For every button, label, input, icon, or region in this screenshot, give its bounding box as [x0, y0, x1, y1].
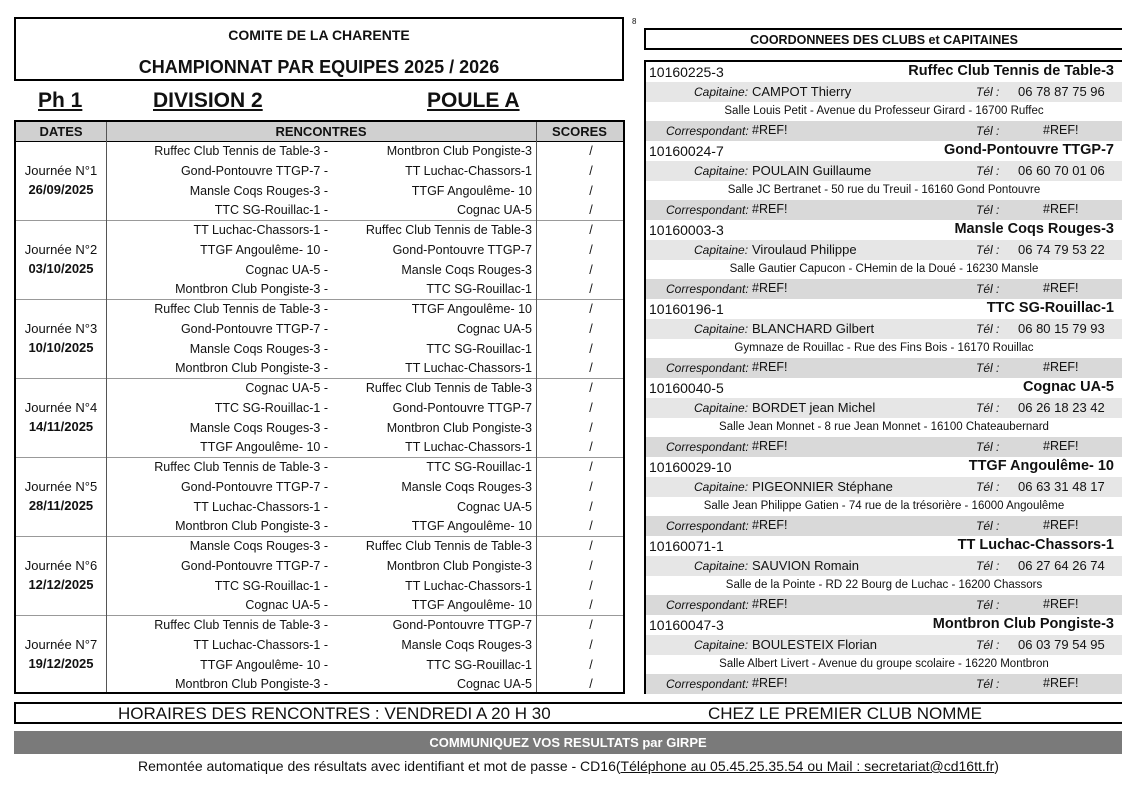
match-home-team: TTGF Angoulême- 10 -: [200, 657, 328, 672]
match-score[interactable]: /: [589, 223, 593, 237]
correspondent-label: Correspondant:: [666, 124, 749, 138]
club-name: TT Luchac-Chassors-1: [957, 537, 1114, 553]
club-number: 10160024-7: [649, 143, 724, 159]
captain-label: Capitaine:: [694, 638, 749, 652]
captain-phone: 06 78 87 75 96: [1018, 84, 1105, 99]
captain-label: Capitaine:: [694, 401, 749, 415]
match-score[interactable]: /: [589, 578, 593, 593]
match-away-team: Mansle Coqs Rouges-3: [401, 637, 532, 652]
phase-label: Ph 1: [38, 89, 83, 112]
venue-address: Salle Gautier Capucon - CHemin de la Doué - 16230 Mansle: [646, 260, 1122, 279]
match-time: HORAIRES DES RENCONTRES : VENDREDI A 20 H 30: [118, 704, 551, 723]
tel-label: Tél :: [976, 440, 1000, 454]
correspondent-phone: #REF!: [1043, 439, 1079, 453]
captain-phone: 06 26 18 23 42: [1018, 400, 1105, 415]
correspondent-phone: #REF!: [1043, 518, 1079, 532]
schedule-table: [14, 120, 625, 694]
match-row: [106, 358, 623, 378]
captain-label: Capitaine:: [694, 559, 749, 573]
results-note: [0, 758, 1137, 774]
correspondent-label: Correspondant:: [666, 598, 749, 612]
match-away-team: TT Luchac-Chassors-1: [405, 163, 532, 178]
captain-phone: 06 63 31 48 17: [1018, 479, 1105, 494]
col-divider: [536, 122, 537, 692]
club-name: TTGF Angoulême- 10: [968, 458, 1114, 474]
results-banner: COMMUNIQUEZ VOS RESULTATS par GIRPE: [14, 731, 1122, 754]
matchday-date: 28/11/2025: [28, 498, 94, 513]
match-row: [106, 141, 623, 161]
match-home-team: Mansle Coqs Rouges-3 -: [189, 420, 328, 435]
correspondent-name: #REF!: [752, 597, 788, 611]
match-home-team: Cognac UA-5 -: [245, 381, 328, 395]
match-score[interactable]: /: [589, 302, 593, 316]
tel-label: Tél :: [976, 282, 1000, 296]
match-score[interactable]: /: [589, 203, 593, 218]
club-card: [646, 457, 1122, 536]
matchday-label: Journée N°2: [24, 242, 98, 257]
club-card: [646, 62, 1122, 141]
venue-address: Gymnaze de Rouillac - Rue des Fins Bois - 16170 Rouillac: [646, 339, 1122, 358]
club-number: 10160225-3: [649, 64, 724, 80]
venue-address: Salle Louis Petit - Avenue du Professeur Girard - 16700 Ruffec: [646, 102, 1122, 121]
club-name: Cognac UA-5: [1022, 379, 1114, 395]
match-row: [106, 319, 623, 339]
match-home-team: Ruffec Club Tennis de Table-3 -: [154, 618, 328, 632]
correspondent-label: Correspondant:: [666, 440, 749, 454]
correspondent-row: [646, 595, 1122, 616]
match-home-team: Ruffec Club Tennis de Table-3 -: [154, 460, 328, 474]
match-row: [106, 418, 623, 438]
match-row: [106, 536, 623, 556]
matchday-label: Journée N°3: [24, 321, 98, 336]
match-score[interactable]: /: [589, 598, 593, 613]
correspondent-name: #REF!: [752, 202, 788, 216]
match-away-team: TTC SG-Rouillac-1: [426, 460, 532, 474]
captain-phone: 06 03 79 54 95: [1018, 637, 1105, 652]
match-away-team: TTGF Angoulême- 10: [411, 519, 532, 534]
club-name: Montbron Club Pongiste-3: [932, 616, 1114, 632]
match-away-team: Gond-Pontouvre TTGP-7: [392, 618, 532, 632]
captain-row: [646, 556, 1122, 576]
captain-phone: 06 27 64 26 74: [1018, 558, 1105, 573]
match-row: [106, 240, 623, 260]
match-row: [106, 378, 623, 398]
matchday-block: [16, 536, 623, 616]
correspondent-phone: #REF!: [1043, 597, 1079, 611]
correspondent-label: Correspondant:: [666, 677, 749, 691]
match-home-team: TT Luchac-Chassors-1 -: [193, 223, 328, 237]
match-location: CHEZ LE PREMIER CLUB NOMME: [708, 704, 982, 723]
captain-row: [646, 240, 1122, 260]
tel-label: Tél :: [976, 322, 1000, 336]
correspondent-phone: #REF!: [1043, 123, 1079, 137]
captain-label: Capitaine:: [694, 322, 749, 336]
captain-phone: 06 60 70 01 06: [1018, 163, 1105, 178]
col-divider: [106, 122, 107, 692]
match-away-team: TT Luchac-Chassors-1: [405, 361, 532, 376]
club-number: 10160196-1: [649, 301, 724, 317]
match-row: [106, 615, 623, 635]
captain-row: [646, 398, 1122, 418]
club-card: [646, 378, 1122, 457]
tel-label: Tél :: [976, 361, 1000, 375]
match-row: [106, 398, 623, 418]
match-score[interactable]: /: [589, 539, 593, 553]
match-away-team: Ruffec Club Tennis de Table-3: [365, 223, 532, 237]
correspondent-phone: #REF!: [1043, 360, 1079, 374]
tel-label: Tél :: [976, 243, 1000, 257]
captain-row: [646, 477, 1122, 497]
matchday-label: Journée N°5: [24, 479, 98, 494]
correspondent-row: [646, 121, 1122, 142]
matchday-label: Journée N°7: [24, 637, 98, 652]
match-away-team: Gond-Pontouvre TTGP-7: [392, 400, 532, 415]
match-score[interactable]: /: [589, 321, 593, 336]
correspondent-row: [646, 674, 1122, 694]
match-away-team: Mansle Coqs Rouges-3: [401, 479, 532, 494]
captain-name: Viroulaud Philippe: [752, 242, 857, 257]
match-score[interactable]: /: [589, 618, 593, 632]
match-away-team: Cognac UA-5: [456, 677, 532, 692]
match-home-team: Montbron Club Pongiste-3 -: [175, 519, 328, 534]
match-home-team: Gond-Pontouvre TTGP-7 -: [180, 321, 328, 336]
matchday-label: Journée N°1: [24, 163, 98, 178]
match-score[interactable]: /: [589, 499, 593, 514]
club-number: 10160003-3: [649, 222, 724, 238]
match-row: [106, 437, 623, 457]
match-home-team: Montbron Club Pongiste-3 -: [175, 361, 328, 376]
tel-label: Tél :: [976, 480, 1000, 494]
match-row: [106, 260, 623, 280]
tel-label: Tél :: [976, 203, 1000, 217]
match-score[interactable]: /: [589, 341, 593, 356]
division-label: DIVISION 2: [153, 89, 263, 112]
match-home-team: Mansle Coqs Rouges-3 -: [189, 539, 328, 553]
captain-name: BLANCHARD Gilbert: [752, 321, 875, 336]
captain-name: BORDET jean Michel: [752, 400, 876, 415]
col-matches: RENCONTRES: [275, 124, 367, 139]
match-home-team: TT Luchac-Chassors-1 -: [193, 637, 328, 652]
club-name: TTC SG-Rouillac-1: [986, 300, 1114, 316]
correspondent-name: #REF!: [752, 439, 788, 453]
club-card: [646, 220, 1122, 299]
matchday-date: 14/11/2025: [28, 419, 94, 434]
match-score[interactable]: /: [589, 381, 593, 395]
matchday-date: 12/12/2025: [28, 577, 94, 592]
correspondent-name: #REF!: [752, 281, 788, 295]
committee-title: COMITE DE LA CHARENTE: [228, 27, 410, 43]
matchday-label: Journée N°4: [24, 400, 98, 415]
match-row: [106, 635, 623, 655]
match-score[interactable]: /: [589, 262, 593, 277]
match-away-team: Montbron Club Pongiste-3: [386, 420, 532, 435]
match-score[interactable]: /: [589, 519, 593, 534]
match-row: [106, 576, 623, 596]
page-marker: 8: [632, 17, 637, 26]
correspondent-phone: #REF!: [1043, 676, 1079, 690]
tel-label: Tél :: [976, 164, 1000, 178]
match-away-team: Cognac UA-5: [456, 203, 532, 218]
captain-label: Capitaine:: [694, 85, 749, 99]
club-number: 10160040-5: [649, 380, 724, 396]
match-score[interactable]: /: [589, 460, 593, 474]
matchday-block: [16, 378, 623, 458]
correspondent-name: #REF!: [752, 676, 788, 690]
match-score[interactable]: /: [589, 163, 593, 178]
note-prefix: Remontée automatique des résultats avec identifiant et mot de passe - CD16(: [138, 758, 621, 774]
championship-title: CHAMPIONNAT PAR EQUIPES 2025 / 2026: [138, 57, 500, 77]
match-score[interactable]: /: [589, 282, 593, 297]
tel-label: Tél :: [976, 85, 1000, 99]
match-away-team: Cognac UA-5: [456, 321, 532, 336]
match-home-team: Gond-Pontouvre TTGP-7 -: [180, 558, 328, 573]
tel-label: Tél :: [976, 638, 1000, 652]
match-home-team: Montbron Club Pongiste-3 -: [175, 282, 328, 297]
match-row: [106, 200, 623, 220]
match-score[interactable]: /: [589, 558, 593, 573]
correspondent-label: Correspondant:: [666, 519, 749, 533]
clubs-title: COORDONNEES DES CLUBS et CAPITAINES: [644, 28, 1122, 50]
matchday-date: 10/10/2025: [28, 340, 94, 355]
correspondent-label: Correspondant:: [666, 361, 749, 375]
match-home-team: TTC SG-Rouillac-1 -: [214, 578, 328, 593]
venue-address: Salle Jean Philippe Gatien - 74 rue de la trésorière - 16000 Angoulême: [646, 497, 1122, 516]
club-id-row: [646, 615, 1122, 635]
venue-address: Salle Albert Livert - Avenue du groupe scolaire - 16220 Montbron: [646, 655, 1122, 674]
match-home-team: TT Luchac-Chassors-1 -: [193, 499, 328, 514]
correspondent-phone: #REF!: [1043, 281, 1079, 295]
correspondent-label: Correspondant:: [666, 282, 749, 296]
correspondent-phone: #REF!: [1043, 202, 1079, 216]
venue-address: Salle de la Pointe - RD 22 Bourg de Luchac - 16200 Chassors: [646, 576, 1122, 595]
correspondent-row: [646, 279, 1122, 300]
captain-name: CAMPOT Thierry: [752, 84, 852, 99]
match-away-team: TTGF Angoulême- 10: [411, 183, 532, 198]
captain-label: Capitaine:: [694, 243, 749, 257]
match-score[interactable]: /: [589, 677, 593, 692]
matchday-date: 19/12/2025: [28, 656, 94, 671]
match-home-team: Mansle Coqs Rouges-3 -: [189, 183, 328, 198]
correspondent-row: [646, 200, 1122, 221]
matchday-block: [16, 299, 623, 379]
club-id-row: [646, 220, 1122, 240]
match-score[interactable]: /: [589, 479, 593, 494]
matchday-label: Journée N°6: [24, 558, 98, 573]
match-row: [106, 556, 623, 576]
captain-name: BOULESTEIX Florian: [752, 637, 877, 652]
match-home-team: Gond-Pontouvre TTGP-7 -: [180, 163, 328, 178]
correspondent-row: [646, 437, 1122, 458]
schedule-header: [16, 122, 623, 142]
correspondent-name: #REF!: [752, 123, 788, 137]
match-away-team: TTGF Angoulême- 10: [411, 302, 532, 316]
match-away-team: Ruffec Club Tennis de Table-3: [365, 381, 532, 395]
club-card: [646, 141, 1122, 220]
match-home-team: TTC SG-Rouillac-1 -: [214, 203, 328, 218]
match-row: [106, 595, 623, 615]
match-away-team: Cognac UA-5: [456, 499, 532, 514]
tel-label: Tél :: [976, 677, 1000, 691]
captain-phone: 06 74 79 53 22: [1018, 242, 1105, 257]
col-dates: DATES: [39, 124, 83, 139]
match-row: [106, 299, 623, 319]
match-away-team: Montbron Club Pongiste-3: [386, 558, 532, 573]
tel-label: Tél :: [976, 559, 1000, 573]
club-id-row: [646, 378, 1122, 398]
match-row: [106, 497, 623, 517]
match-score[interactable]: /: [589, 183, 593, 198]
match-away-team: Ruffec Club Tennis de Table-3: [365, 539, 532, 553]
match-away-team: TT Luchac-Chassors-1: [405, 440, 532, 455]
match-home-team: Gond-Pontouvre TTGP-7 -: [180, 479, 328, 494]
match-row: [106, 220, 623, 240]
matchday-block: [16, 141, 623, 221]
match-score[interactable]: /: [589, 440, 593, 455]
match-score[interactable]: /: [589, 144, 593, 158]
club-id-row: [646, 141, 1122, 161]
note-suffix: ): [994, 758, 999, 774]
tel-label: Tél :: [976, 401, 1000, 415]
match-row: [106, 181, 623, 201]
club-card: [646, 299, 1122, 378]
pool-label: POULE A: [427, 89, 520, 112]
captain-label: Capitaine:: [694, 164, 749, 178]
match-home-team: Mansle Coqs Rouges-3 -: [189, 341, 328, 356]
club-card: [646, 615, 1122, 694]
match-row: [106, 279, 623, 299]
match-score[interactable]: /: [589, 420, 593, 435]
match-home-team: TTC SG-Rouillac-1 -: [214, 400, 328, 415]
match-row: [106, 161, 623, 181]
match-row: [106, 674, 623, 694]
title-box: [14, 17, 624, 81]
match-away-team: TTC SG-Rouillac-1: [426, 657, 532, 672]
match-score[interactable]: /: [589, 242, 593, 257]
club-name: Ruffec Club Tennis de Table-3: [908, 63, 1114, 79]
club-name: Mansle Coqs Rouges-3: [954, 221, 1114, 237]
captain-row: [646, 635, 1122, 655]
correspondent-row: [646, 358, 1122, 379]
match-away-team: Gond-Pontouvre TTGP-7: [392, 242, 532, 257]
club-card: [646, 536, 1122, 615]
club-number: 10160029-10: [649, 459, 732, 475]
venue-address: Salle Jean Monnet - 8 rue Jean Monnet - 16100 Chateaubernard: [646, 418, 1122, 437]
match-row: [106, 339, 623, 359]
correspondent-label: Correspondant:: [666, 203, 749, 217]
match-row: [106, 655, 623, 675]
matchday-block: [16, 220, 623, 300]
match-away-team: TTC SG-Rouillac-1: [426, 282, 532, 297]
matchday-date: 26/09/2025: [28, 182, 94, 197]
captain-row: [646, 82, 1122, 102]
match-score[interactable]: /: [589, 637, 593, 652]
matchday-block: [16, 457, 623, 537]
tel-label: Tél :: [976, 124, 1000, 138]
tel-label: Tél :: [976, 519, 1000, 533]
match-away-team: TTGF Angoulême- 10: [411, 598, 532, 613]
correspondent-name: #REF!: [752, 518, 788, 532]
clubs-panel: [644, 60, 1122, 694]
match-row: [106, 457, 623, 477]
match-home-team: TTGF Angoulême- 10 -: [200, 440, 328, 455]
match-row: [106, 516, 623, 536]
match-score[interactable]: /: [589, 400, 593, 415]
match-home-team: Cognac UA-5 -: [245, 598, 328, 613]
col-scores: SCORES: [552, 124, 607, 139]
match-home-team: Ruffec Club Tennis de Table-3 -: [154, 144, 328, 158]
match-row: [106, 477, 623, 497]
matchday-date: 03/10/2025: [28, 261, 94, 276]
matchday-block: [16, 615, 623, 694]
captain-row: [646, 161, 1122, 181]
club-id-row: [646, 299, 1122, 319]
match-away-team: TTC SG-Rouillac-1: [426, 341, 532, 356]
match-home-team: Ruffec Club Tennis de Table-3 -: [154, 302, 328, 316]
match-home-team: TTGF Angoulême- 10 -: [200, 242, 328, 257]
club-id-row: [646, 457, 1122, 477]
match-away-team: TT Luchac-Chassors-1: [405, 578, 532, 593]
match-score[interactable]: /: [589, 657, 593, 672]
captain-name: PIGEONNIER Stéphane: [752, 479, 893, 494]
club-name: Gond-Pontouvre TTGP-7: [944, 142, 1114, 158]
venue-address: Salle JC Bertranet - 50 rue du Treuil - 16160 Gond Pontouvre: [646, 181, 1122, 200]
club-number: 10160071-1: [649, 538, 724, 554]
note-contact[interactable]: Téléphone au 05.45.25.35.54 ou Mail : secretariat@cd16tt.fr: [620, 758, 995, 774]
captain-row: [646, 319, 1122, 339]
captain-phone: 06 80 15 79 93: [1018, 321, 1105, 336]
club-number: 10160047-3: [649, 617, 724, 633]
match-away-team: Montbron Club Pongiste-3: [386, 144, 532, 158]
captain-name: SAUVION Romain: [752, 558, 859, 573]
club-id-row: [646, 536, 1122, 556]
schedule-info-bar: [14, 702, 1122, 724]
tel-label: Tél :: [976, 598, 1000, 612]
correspondent-row: [646, 516, 1122, 537]
match-score[interactable]: /: [589, 361, 593, 376]
match-home-team: Montbron Club Pongiste-3 -: [175, 677, 328, 692]
captain-label: Capitaine:: [694, 480, 749, 494]
captain-name: POULAIN Guillaume: [752, 163, 872, 178]
club-id-row: [646, 62, 1122, 82]
match-away-team: Mansle Coqs Rouges-3: [401, 262, 532, 277]
match-home-team: Cognac UA-5 -: [245, 262, 328, 277]
correspondent-name: #REF!: [752, 360, 788, 374]
